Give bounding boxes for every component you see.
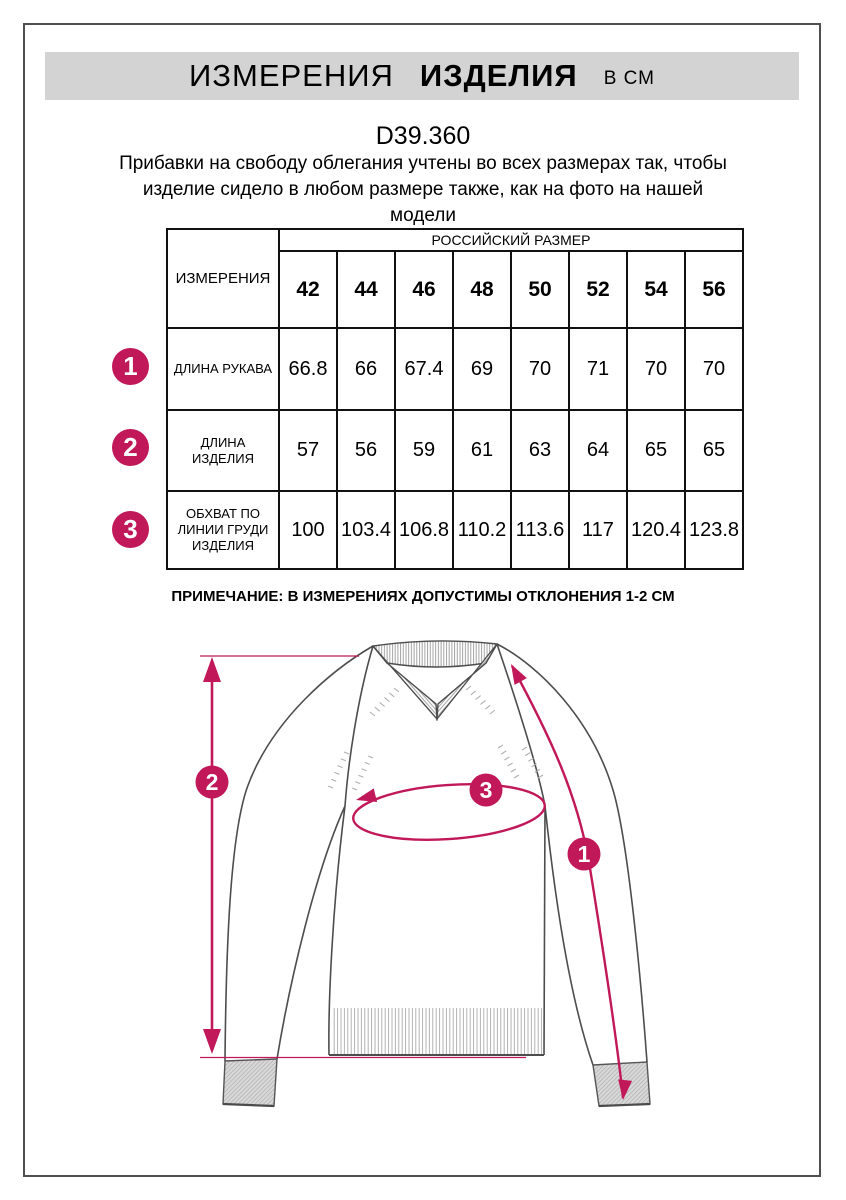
fit-description-line: изделие сидело в любом размере также, как на фото на нашей bbox=[142, 179, 704, 200]
left-cuff bbox=[223, 1059, 277, 1106]
row-marker-3: 3 bbox=[112, 511, 149, 548]
russian-size-header-cell: РОССИЙСКИЙ РАЗМЕР bbox=[279, 229, 743, 251]
value-cell: 106.8 bbox=[395, 491, 453, 569]
size-cell: 54 bbox=[627, 251, 685, 328]
value-cell: 103.4 bbox=[337, 491, 395, 569]
value-cell: 100 bbox=[279, 491, 337, 569]
left-sleeve-outer-edge bbox=[225, 646, 373, 1061]
fit-description-line: Прибавки на свободу облегания учтены во всех размерах так, чтобы bbox=[119, 153, 727, 174]
product-code: D39.360 bbox=[375, 122, 471, 150]
row-marker-2: 2 bbox=[112, 429, 149, 466]
value-cell: 66 bbox=[337, 328, 395, 410]
value-cell: 67.4 bbox=[395, 328, 453, 410]
value-cell: 65 bbox=[627, 410, 685, 491]
value-cell: 71 bbox=[569, 328, 627, 410]
value-cell: 110.2 bbox=[453, 491, 511, 569]
value-cell: 63 bbox=[511, 410, 569, 491]
marker-label-1: 1 bbox=[577, 841, 591, 867]
size-cell: 56 bbox=[685, 251, 743, 328]
value-cell: 70 bbox=[685, 328, 743, 410]
value-cell: 61 bbox=[453, 410, 511, 491]
header-title-regular: ИЗМЕРЕНИЯ bbox=[189, 58, 394, 93]
value-cell: 57 bbox=[279, 410, 337, 491]
arrow-up-head bbox=[203, 657, 221, 682]
value-cell: 117 bbox=[569, 491, 627, 569]
hem-ribbing bbox=[332, 1008, 542, 1055]
size-cell: 42 bbox=[279, 251, 337, 328]
arrow-down-head bbox=[203, 1029, 221, 1054]
cuffs bbox=[223, 1059, 650, 1106]
size-cell: 48 bbox=[453, 251, 511, 328]
value-cell: 66.8 bbox=[279, 328, 337, 410]
table-row-garment-length bbox=[167, 410, 743, 491]
table-row-chest-girth bbox=[167, 491, 743, 569]
table-row-sleeve-length bbox=[167, 328, 743, 410]
size-cell: 50 bbox=[511, 251, 569, 328]
marker-label-2: 2 bbox=[205, 769, 219, 795]
marker-label-3: 3 bbox=[479, 777, 493, 803]
left-raglan-seam bbox=[345, 646, 373, 806]
header-title-bold: ИЗДЕЛИЯ bbox=[419, 58, 578, 93]
tolerance-note: ПРИМЕЧАНИЕ: В ИЗМЕРЕНИЯХ ДОПУСТИМЫ ОТКЛОНЕНИЯ 1-2 СМ bbox=[171, 588, 675, 605]
row-marker-1: 1 bbox=[112, 348, 149, 385]
header-units: В СМ bbox=[603, 68, 655, 89]
value-cell: 64 bbox=[569, 410, 627, 491]
size-cell: 52 bbox=[569, 251, 627, 328]
value-cell: 70 bbox=[627, 328, 685, 410]
value-cell: 69 bbox=[453, 328, 511, 410]
right-raglan-seam bbox=[497, 644, 545, 806]
sweater-technical-drawing bbox=[0, 620, 846, 1180]
collar bbox=[373, 641, 497, 719]
row-label: ДЛИНА РУКАВА bbox=[167, 328, 279, 410]
value-cell: 59 bbox=[395, 410, 453, 491]
table-row bbox=[167, 229, 743, 251]
measurements-header-cell: ИЗМЕРЕНИЯ bbox=[167, 229, 279, 328]
fit-description bbox=[0, 151, 846, 229]
value-cell: 123.8 bbox=[685, 491, 743, 569]
value-cell: 113.6 bbox=[511, 491, 569, 569]
value-cell: 65 bbox=[685, 410, 743, 491]
value-cell: 70 bbox=[511, 328, 569, 410]
value-cell: 56 bbox=[337, 410, 395, 491]
row-label: ДЛИНА ИЗДЕЛИЯ bbox=[167, 410, 279, 491]
collar-back-band bbox=[373, 641, 497, 667]
fit-description-line: модели bbox=[390, 205, 456, 226]
value-cell: 120.4 bbox=[627, 491, 685, 569]
row-label: ОБХВАТ ПО ЛИНИИ ГРУДИ ИЗДЕЛИЯ bbox=[167, 491, 279, 569]
arrow-upleft-head bbox=[505, 661, 527, 685]
chest-girth-ellipse bbox=[351, 778, 546, 845]
size-cell: 46 bbox=[395, 251, 453, 328]
right-body-edge bbox=[544, 806, 545, 1055]
measurements-table bbox=[166, 228, 744, 570]
size-cell: 44 bbox=[337, 251, 395, 328]
page-header bbox=[45, 52, 799, 100]
